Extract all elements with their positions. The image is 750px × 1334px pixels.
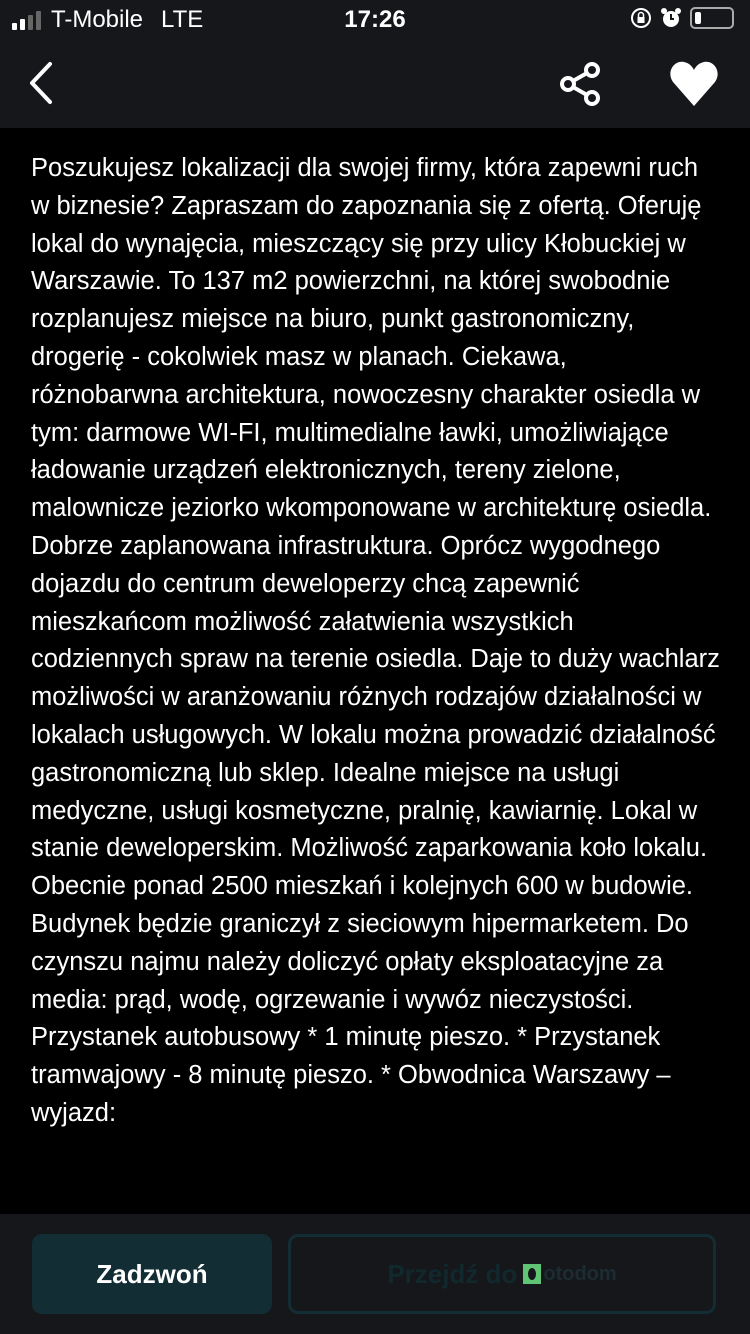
network-type: LTE xyxy=(161,6,204,33)
alarm-icon xyxy=(660,7,682,29)
otodom-brand-text: otodom xyxy=(543,1262,617,1285)
clock: 17:26 xyxy=(344,6,406,33)
otodom-logo-icon xyxy=(523,1264,541,1284)
rotation-lock-icon xyxy=(630,7,652,29)
listing-description: Poszukujesz lokalizacji dla swojej firmy, która zapewni ruch w biznesie? Zapraszam do zapoznania się z ofertą. Oferuję lokal do wynajęcia, mieszczący się przy ulicy Kłobuckiej w Warszawie. To 137 m2 powierzchni, na której swobodnie rozplanujesz miejsce na biuro, punkt gastronomiczny, drogerię - cokolwiek masz w planach. Ciekawa, różnobarwna architektura, nowoczesny charakter osiedla w tym: darmowe WI-FI, multimedialne ławki, umożliwiające ładowanie urządzeń elektronicznych, tereny zielone, malownicze jeziorko wkomponowane w architekturę osiedla. Dobrze zaplanowana infrastruktura. Oprócz wygodnego dojazdu do centrum deweloperzy chcą zapewnić mieszkańcom możliwość załatwienia wszystkich codziennych spraw na terenie osiedla. Daje to duży wachlarz możliwości w aranżowaniu różnych rodzajów działalności w lokalach usługowych. W lokalu można prowadzić działalność gastronomiczną lub sklep. Idealne miejsce na usługi medyczne, usługi kosmetyczne, pralnię, kawiarnię. Lokal w stanie deweloperskim. Możliwość zaparkowania koło lokalu. Obecnie ponad 2500 mieszkań i kolejnych 600 w budowie. Budynek będzie graniczył z sieciowym hipermarketem. Do czynszu najmu należy doliczyć opłaty eksploatacyjne za media: prąd, wodę, ogrzewanie i wywóz nieczystości. Przystanek autobusowy * 1 minutę pieszo. * Przystanek tramwajowy - 8 minutę pieszo. * Obwodnica Warszawy – wyjazd: xyxy=(31,154,720,1127)
top-nav-bar xyxy=(0,42,750,128)
carrier-name: T-Mobile xyxy=(51,6,144,33)
go-to-otodom-button[interactable] xyxy=(288,1234,716,1314)
status-bar xyxy=(0,0,750,42)
action-footer xyxy=(0,1214,750,1334)
call-button[interactable]: Zadzwoń xyxy=(32,1234,272,1314)
heart-icon[interactable] xyxy=(668,60,720,110)
battery-icon xyxy=(690,7,734,29)
listing-description-panel[interactable] xyxy=(0,128,750,1214)
otodom-logo xyxy=(523,1263,616,1286)
back-chevron-icon[interactable] xyxy=(24,58,64,108)
go-label: Przejdź do xyxy=(387,1258,518,1289)
share-icon[interactable] xyxy=(556,60,606,110)
